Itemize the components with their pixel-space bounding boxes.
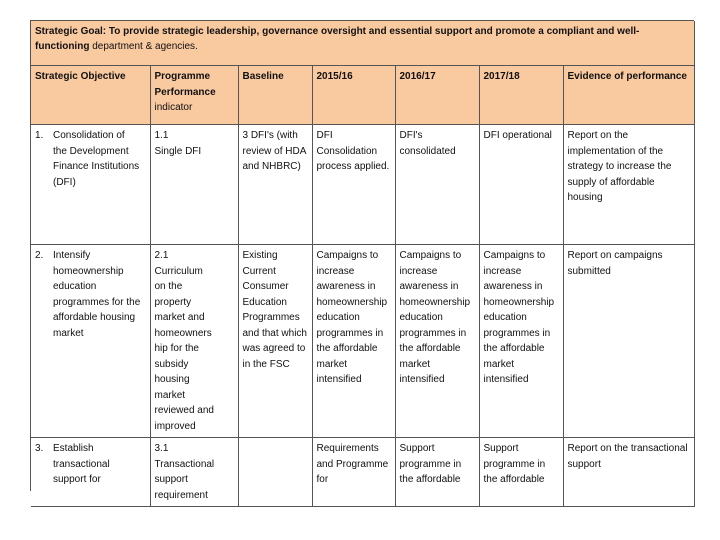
header-baseline: Baseline (238, 66, 312, 125)
header-indicator (150, 66, 238, 125)
table-row (31, 125, 694, 245)
indicator-number: 2.1 (154, 250, 169, 261)
strategic-goal-text-rest: department & agencies. (92, 41, 198, 52)
evidence-cell: Report on campaigns submitted (563, 245, 694, 438)
baseline-cell: 3 DFI's (with review of HDA and NHBRC) (238, 125, 312, 245)
target-2017-18-cell: Support programme in the affordable (479, 438, 563, 507)
header-2017-18: 2017/18 (479, 66, 563, 125)
objective-cell (31, 125, 150, 245)
objective-number: 2. (35, 250, 44, 261)
indicator-number: 3.1 (154, 443, 169, 454)
baseline-cell: Existing Current Consumer Education Programmes and that which was agreed to in the FSC (238, 245, 312, 438)
objective-cell (31, 438, 150, 507)
objective-number: 3. (35, 443, 44, 454)
indicator-text: Curriculum on the property market and homeowners hip for the subsidy housing market reviewed and improved (154, 265, 214, 432)
indicator-number: 1.1 (154, 130, 169, 141)
target-2016-17-cell: DFI's consolidated (395, 125, 479, 245)
header-evidence: Evidence of performance (563, 66, 694, 125)
header-row (31, 66, 694, 125)
strategic-goal-cell (31, 21, 694, 66)
table-row (31, 245, 694, 438)
indicator-cell (150, 245, 238, 438)
indicator-cell (150, 438, 238, 507)
target-2015-16-cell: Campaigns to increase awareness in homeownership education programmes in the affordable market intensified (312, 245, 395, 438)
target-2017-18-cell: DFI operational (479, 125, 563, 245)
evidence-cell: Report on the transactional support (563, 438, 694, 507)
indicator-text: Single DFI (154, 145, 202, 157)
objective-text: Intensify homeownership education programmes for the affordable housing market (53, 250, 141, 339)
goal-row (31, 21, 694, 66)
target-2015-16-cell: Requirements and Programme for (312, 438, 395, 507)
target-2017-18-cell: Campaigns to increase awareness in homeownership education programmes in the affordable market intensified (479, 245, 563, 438)
strategic-plan-table (31, 21, 695, 507)
header-indicator-sub: indicator (154, 102, 193, 113)
table-row (31, 438, 694, 507)
target-2015-16-cell: DFI Consolidation process applied. (312, 125, 395, 245)
strategic-goal-text: Strategic Goal: To provide strategic leadership, governance oversight and essential support and promote a compliant and well-functioning (35, 26, 640, 52)
indicator-cell (150, 125, 238, 245)
evidence-cell: Report on the implementation of the strategy to increase the supply of affordable housing (563, 125, 694, 245)
objective-text: Consolidation of the Development Finance Institutions (DFI) (53, 130, 140, 188)
header-objective: Strategic Objective (31, 66, 150, 125)
baseline-cell (238, 438, 312, 507)
objective-number: 1. (35, 130, 44, 141)
indicator-text: Transactional support requirement (154, 458, 215, 501)
header-2016-17: 2016/17 (395, 66, 479, 125)
header-indicator-title: Programme Performance (154, 71, 216, 98)
objective-text: Establish transactional support for (53, 443, 110, 485)
target-2016-17-cell: Support programme in the affordable (395, 438, 479, 507)
header-2015-16: 2015/16 (312, 66, 395, 125)
objective-cell (31, 245, 150, 438)
strategic-plan-table-page (30, 20, 694, 501)
target-2016-17-cell: Campaigns to increase awareness in homeownership education programmes in the affordable market intensified (395, 245, 479, 438)
